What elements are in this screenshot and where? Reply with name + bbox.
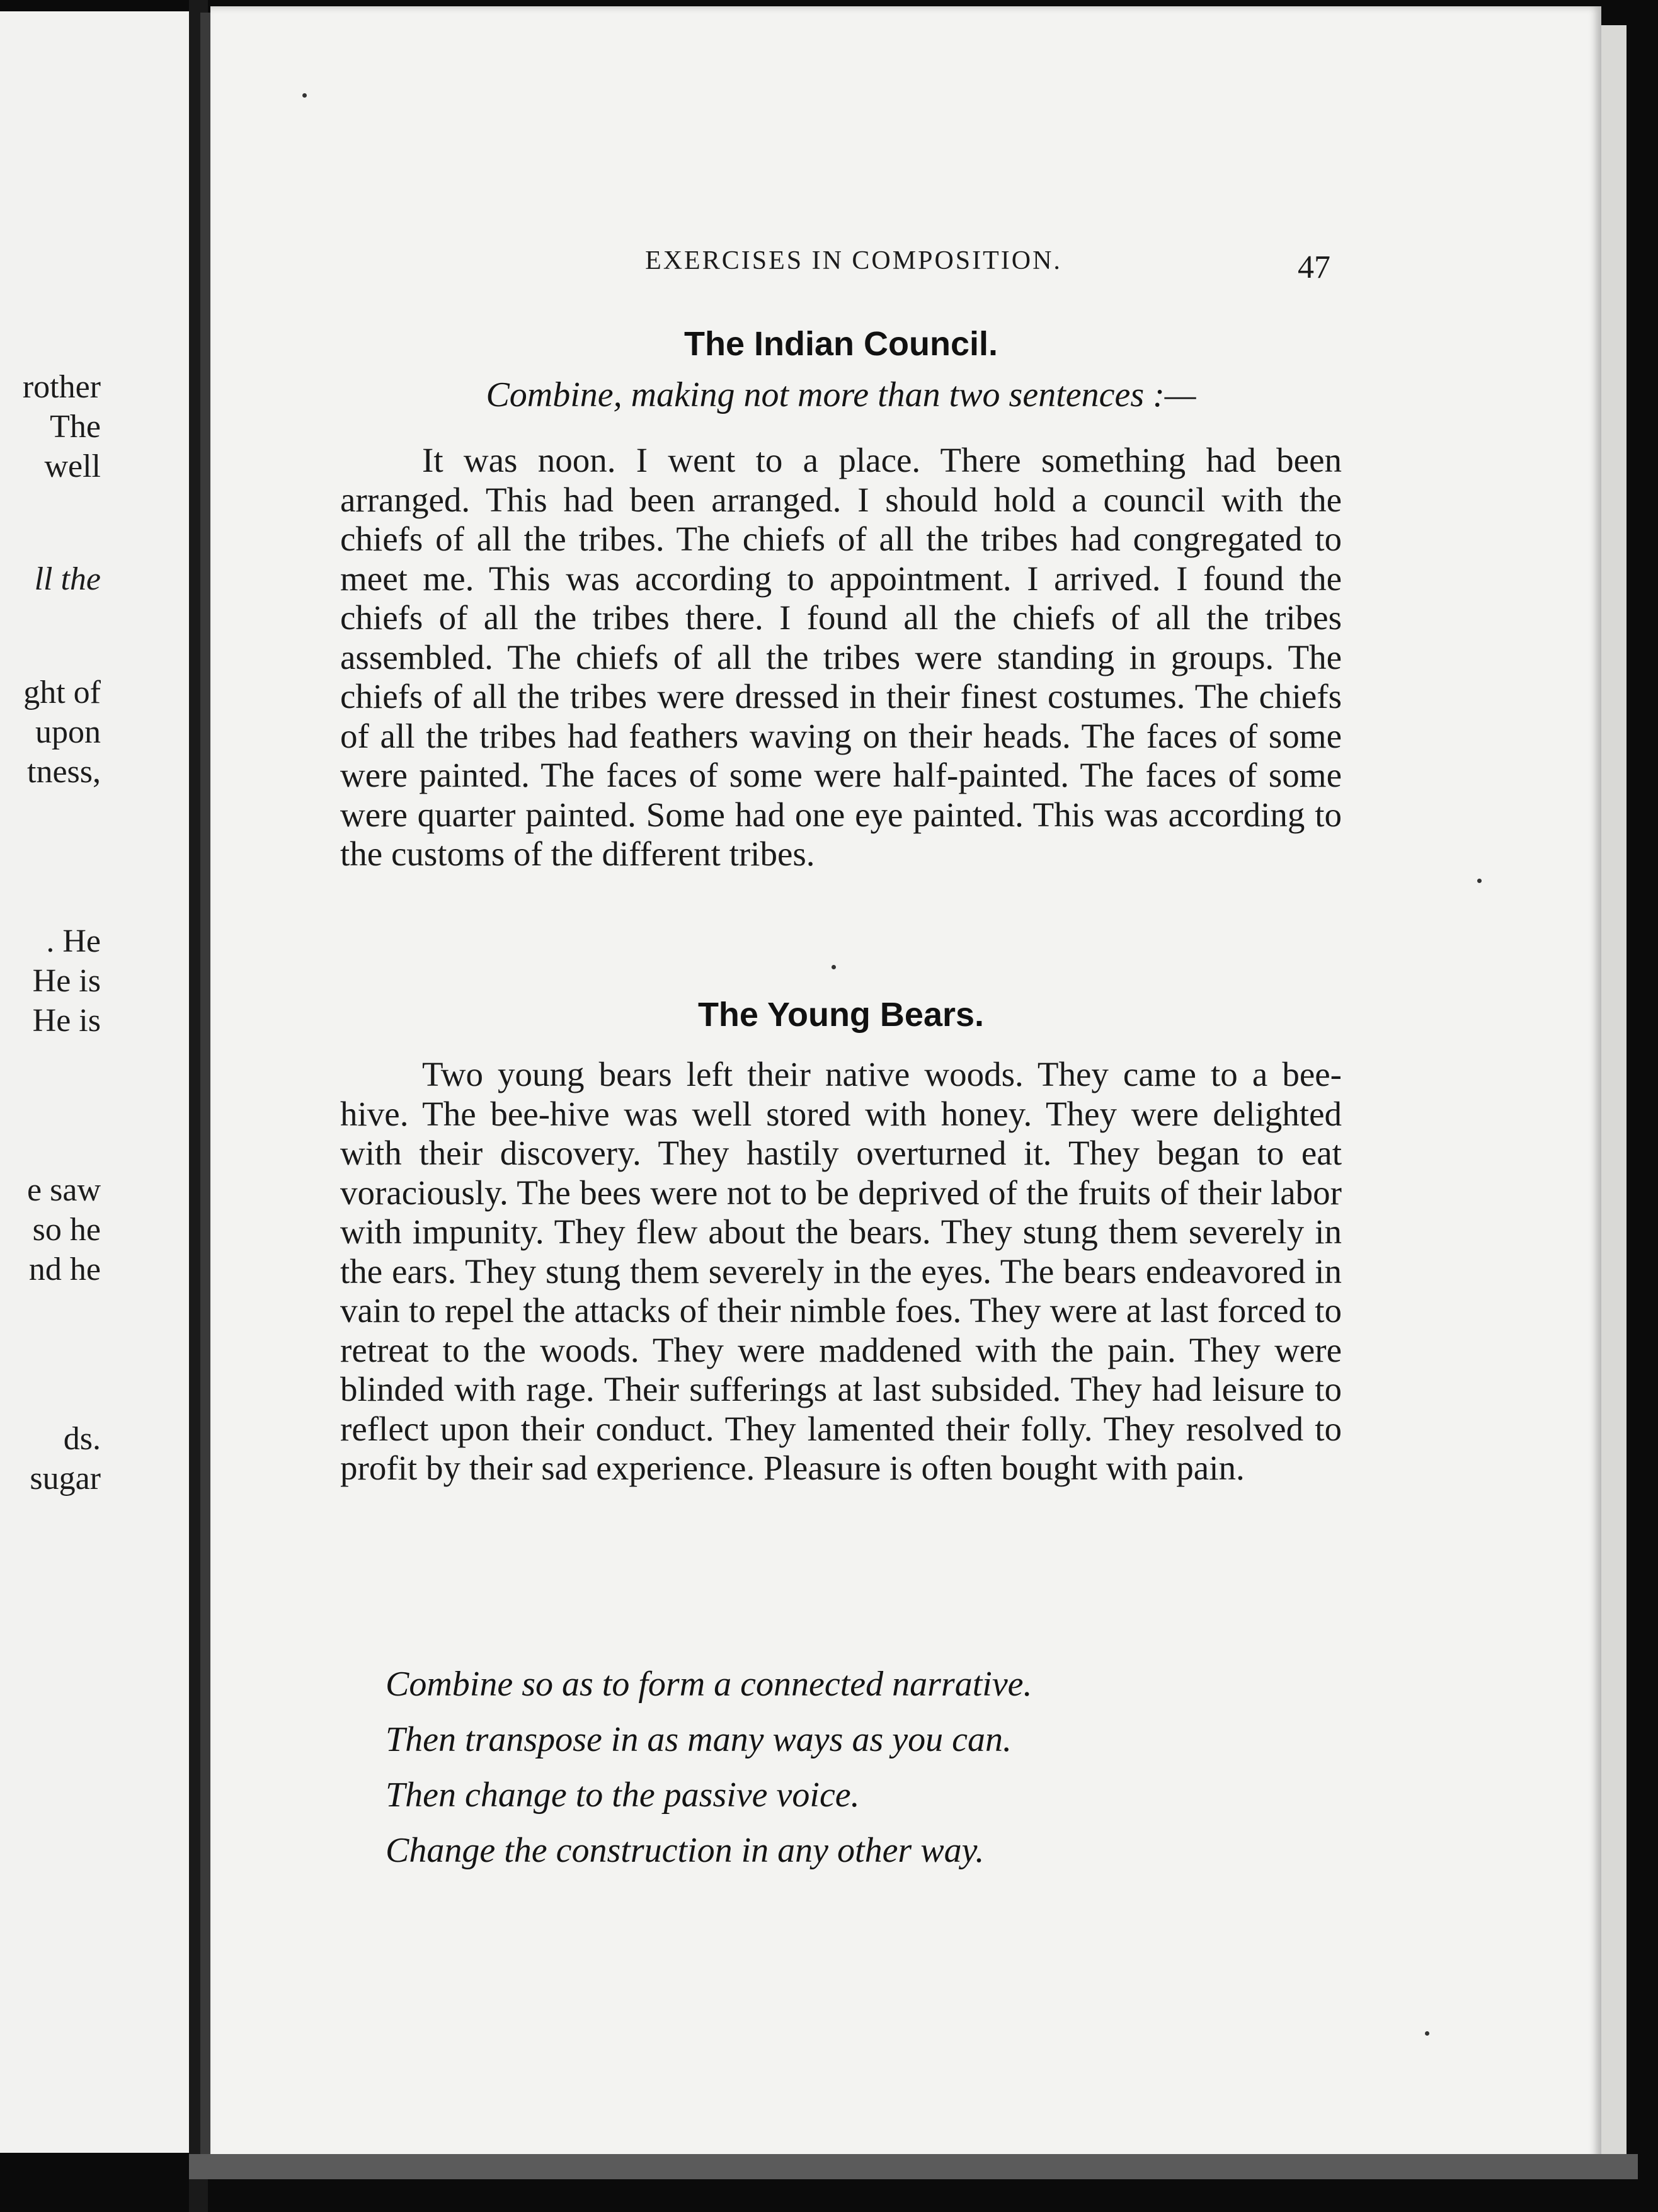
left-fragment-4 [33,921,101,1040]
left-line: rother [22,369,101,405]
page-bottom-shadow [189,2154,1638,2179]
left-line: ds. [63,1421,101,1457]
left-line: The [50,409,101,445]
left-fragment-2 [35,559,101,599]
paragraph-indian-council: It was noon. I went to a place. There something had been arranged. This had been arranged. I should hold a council with the chiefs of all the tribes. The chiefs of all the tribes had congregated to meet me. This was according to appointment. I arrived. I found the chiefs of all the tribes there. I found all the chiefs of all the tribes assembled. The chiefs of all the tribes were standing in groups. The chiefs of all the tribes were dressed in their finest costumes. The chiefs of all the tribes had feathers waving on their heads. The faces of some were painted. The faces of some were half-painted. The faces of some were quarter painted. Some had one eye painted. This was according to the customs of the different tribes. [340,441,1342,873]
book-gutter-edge [200,13,210,2167]
left-line: . He [46,923,101,959]
left-fragment-1 [23,367,101,486]
left-line: e saw [27,1172,101,1208]
closing-instruction-line: Change the construction in any other way. [386,1831,985,1870]
closing-instruction-line: Then change to the passive voice. [386,1776,860,1815]
left-line: He is [32,963,101,999]
left-line: tness, [27,754,101,790]
closing-instruction-line: Combine so as to form a connected narrative. [386,1665,1032,1704]
page-edge-shadow [1601,25,1627,2154]
running-head: EXERCISES IN COMPOSITION. [645,246,1062,275]
section-instruction: Combine, making not more than two sentences :— [486,375,1196,414]
section-title-young-bears: The Young Bears. [697,996,985,1034]
closing-instruction-line: Then transpose in as many ways as you can. [386,1720,1012,1759]
left-line: so he [32,1212,101,1248]
left-line: He is [32,1003,101,1039]
left-line: upon [35,714,101,750]
print-speck [302,93,307,98]
left-line: ll the [34,561,101,597]
left-line: ght of [23,675,101,710]
paragraph-young-bears: Two young bears left their native woods. They came to a bee-hive. The bee-hive was well stored with honey. They were delighted with their discovery. They hastily overturned it. They began to eat voraciously. The bees were not to be deprived of the fruits of their labor with impunity. They flew about the bears. They stung them severely in the ears. They stung them severely in the eyes. The bears endeavored in vain to repel the attacks of their nimble foes. They were at last forced to retreat to the woods. They were maddened with the pain. They were blinded with rage. Their sufferings at last subsided. They had leisure to reflect upon their conduct. They lamented their folly. They resolved to profit by their sad experience. Pleasure is often bought with pain. [340,1055,1342,1487]
left-line: well [44,448,101,484]
left-line: nd he [28,1251,101,1287]
section-title-indian-council: The Indian Council. [684,325,998,363]
left-line: sugar [30,1461,101,1497]
previous-page-fragment [0,11,189,2153]
left-fragment-3 [23,673,101,792]
print-speck [832,965,836,969]
page-number: 47 [1298,249,1330,285]
print-speck [1425,2031,1429,2036]
left-fragment-5 [27,1170,101,1289]
closing-instructions [386,1656,1356,1878]
print-speck [1477,879,1482,883]
left-fragment-6 [30,1419,101,1498]
